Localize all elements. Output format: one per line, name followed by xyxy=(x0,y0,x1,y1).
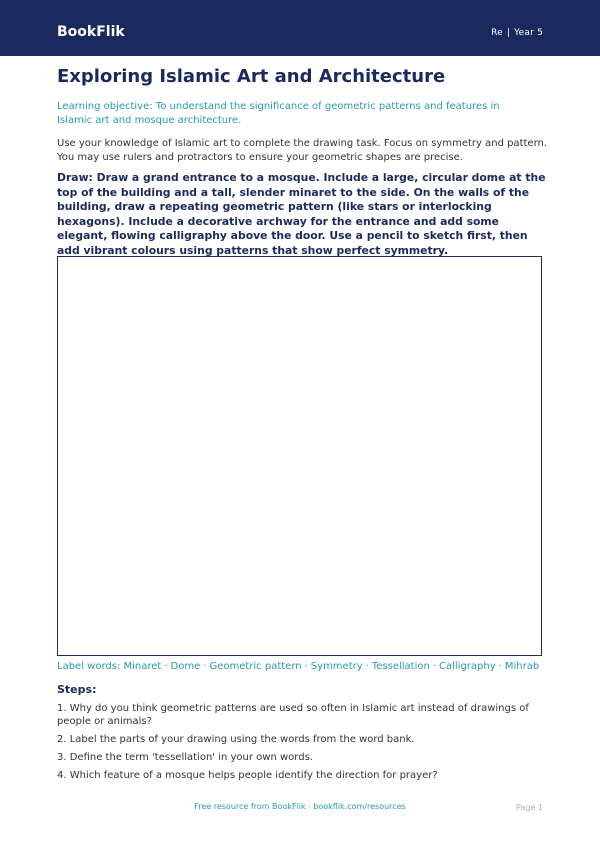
word-bank-word: Tessellation xyxy=(371,661,430,672)
word-bank-word: Mihrab xyxy=(504,661,540,672)
word-bank-word: Calligraphy xyxy=(439,661,496,672)
learning-objective: Learning objective: To understand the significance of geometric patterns and features in Islamic art and mosque architecture. xyxy=(57,101,500,126)
steps-heading: Steps: xyxy=(57,683,97,696)
word-bank-word: Geometric pattern xyxy=(209,661,302,672)
drawing-task: Draw: Draw a grand entrance to a mosque. Include a large, circular dome at the top of the building and a tall, slender minaret to the side. On the walls of the building, draw a repeating geometric pattern (like stars or interlocking hexagons). Include a decorative archway for the entrance and add some elegant, flowing calligraphy above the door. Use a pencil to sketch first, then add vibrant colours using patterns that show perfect symmetry. xyxy=(57,171,546,257)
footer-credit: Free resource from BookFlik · bookflik.com/resources xyxy=(194,802,406,811)
page-number: Page 1 xyxy=(516,803,543,812)
subject-year-label xyxy=(491,28,543,38)
drawing-area[interactable] xyxy=(57,256,542,656)
page-header xyxy=(0,0,600,56)
word-separator: · xyxy=(203,661,207,672)
word-bank-label: Label words: xyxy=(57,661,121,672)
word-separator: · xyxy=(498,661,502,672)
step-item: 3. Define the term 'tessellation' in your own words. xyxy=(57,752,313,763)
word-bank xyxy=(57,661,539,672)
subject-label: Re xyxy=(491,28,503,38)
word-bank-word: Minaret xyxy=(123,661,162,672)
word-bank-word: Dome xyxy=(170,661,201,672)
page-title: Exploring Islamic Art and Architecture xyxy=(57,66,446,87)
word-separator: · xyxy=(304,661,308,672)
steps-list xyxy=(57,702,547,787)
word-separator: · xyxy=(164,661,168,672)
step-item: 4. Which feature of a mosque helps people identify the direction for prayer? xyxy=(57,770,438,781)
word-separator: · xyxy=(365,661,369,672)
word-bank-word: Symmetry xyxy=(310,661,363,672)
word-separator: · xyxy=(432,661,437,672)
year-label: Year 5 xyxy=(514,28,543,38)
intro-instructions: Use your knowledge of Islamic art to complete the drawing task. Focus on symmetry and pattern. You may use rulers and protractors to ensure your geometric shapes are precise. xyxy=(57,138,548,163)
step-item: 2. Label the parts of your drawing using the words from the word bank. xyxy=(57,734,415,745)
brand-logo: BookFlik xyxy=(57,24,125,40)
step-item: 1. Why do you think geometric patterns are used so often in Islamic art instead of drawings of people or animals? xyxy=(57,703,529,727)
meta-separator: | xyxy=(506,28,511,38)
